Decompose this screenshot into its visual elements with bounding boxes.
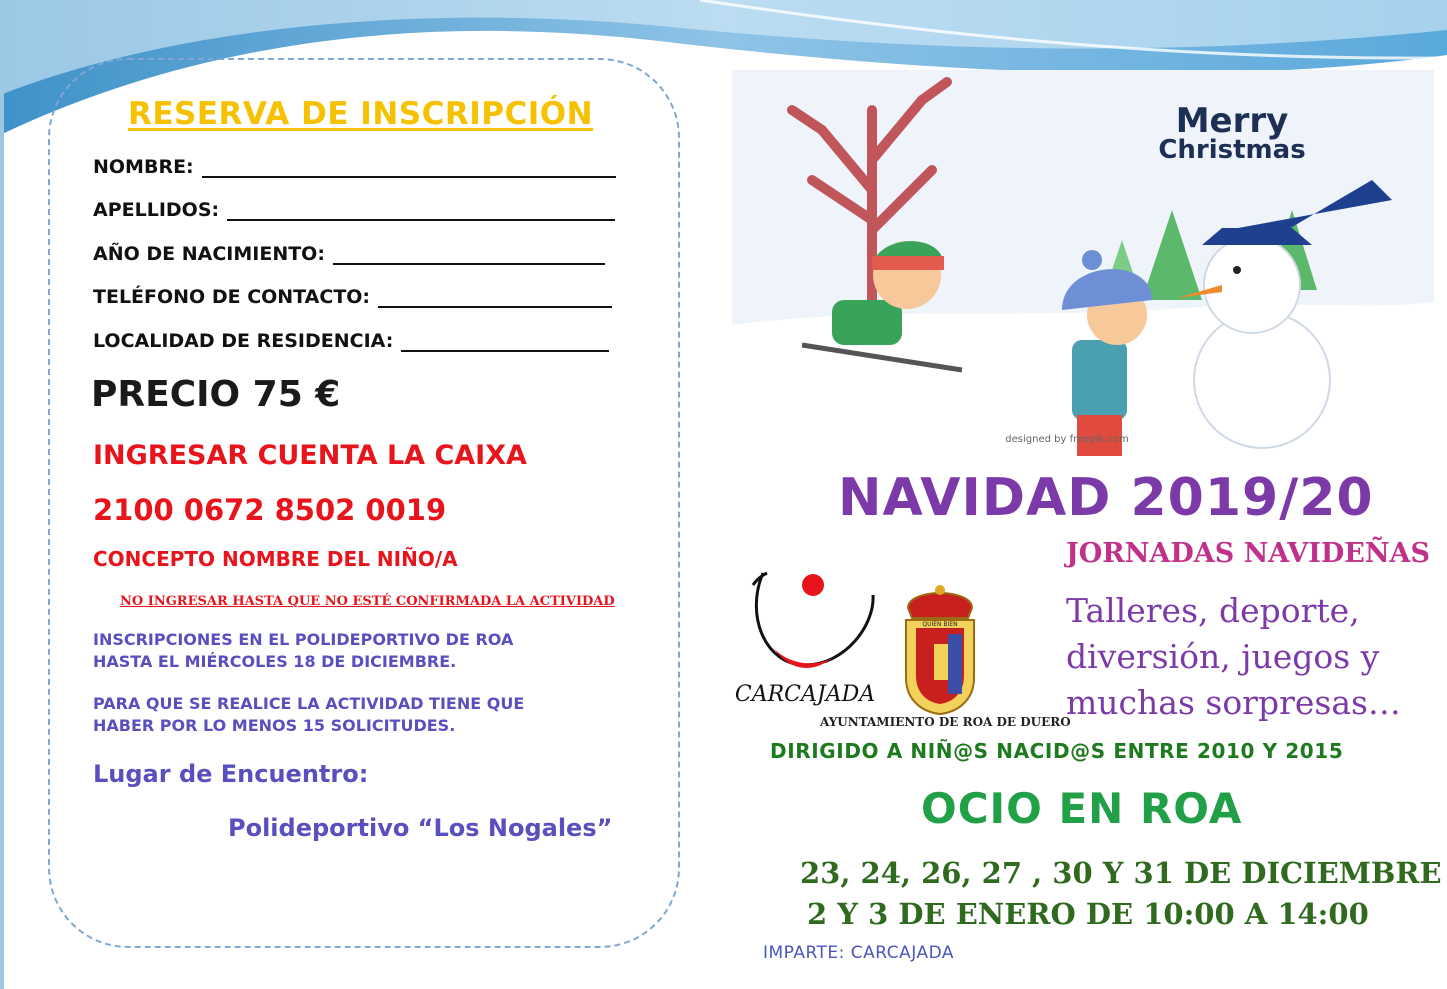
minimum-line: HABER POR LO MENOS 15 SOLICITUDES. [93,716,456,735]
roa-shield-icon [898,578,982,716]
activity-line: diversión, juegos y [1066,637,1380,676]
christmas-illustration [732,70,1434,456]
council-name: AYUNTAMIENTO DE ROA DE DUERO [820,715,1071,729]
activity-line: muchas sorpresas… [1066,683,1401,722]
write-line[interactable] [378,288,612,308]
activity-line: Talleres, deporte, [1066,591,1360,630]
field-label: TELÉFONO DE CONTACTO: [93,286,371,308]
audience: DIRIGIDO A NIÑ@S NACID@S ENTRE 2010 Y 2015 [770,739,1344,763]
bank-line: INGRESAR CUENTA LA CAIXA [93,440,527,471]
minimum-line: PARA QUE SE REALICE LA ACTIVIDAD TIENE QUE [93,694,525,713]
shield-motto: QUIEN BIEN [922,621,958,628]
left-edge-strip [0,0,4,989]
field-label: AÑO DE NACIMIENTO: [93,243,325,265]
field-apellidos [93,199,615,221]
account-number: 2100 0672 8502 0019 [93,493,447,527]
field-localidad [93,330,609,352]
activities-list [1066,588,1401,726]
payment-notice: NO INGRESAR HASTA QUE NO ESTÉ CONFIRMADA LA ACTIVIDAD [120,594,615,609]
poster-subtitle: JORNADAS NAVIDEÑAS [1066,538,1430,569]
form-title: RESERVA DE INSCRIPCIÓN [128,96,594,132]
write-line[interactable] [202,158,616,178]
poster-title: NAVIDAD 2019/20 [838,468,1374,528]
christmas-text: Christmas [1158,135,1306,165]
meeting-label: Lugar de Encuentro: [93,760,369,788]
field-label: LOCALIDAD DE RESIDENCIA: [93,330,394,352]
inscriptions-line: HASTA EL MIÉRCOLES 18 DE DICIEMBRE. [93,652,457,671]
field-nombre [93,156,616,178]
inscriptions-info [93,629,513,673]
freepik-credit: designed by freepik.com [1005,434,1129,445]
carcajada-logo-text: CARCAJADA [735,682,876,707]
instructor: IMPARTE: CARCAJADA [763,943,955,963]
write-line[interactable] [227,201,615,221]
payment-concept: CONCEPTO NOMBRE DEL NIÑO/A [93,547,458,571]
price: PRECIO 75 € [91,374,341,415]
minimum-info [93,693,524,737]
dates-january: 2 Y 3 DE ENERO DE 10:00 A 14:00 [807,897,1369,931]
write-line[interactable] [333,245,605,265]
inscriptions-line: INSCRIPCIONES EN EL POLIDEPORTIVO DE ROA [93,630,514,649]
write-line[interactable] [401,332,609,352]
field-ano-nacimiento [93,243,605,265]
merry-text: Merry [1175,101,1289,141]
field-label: APELLIDOS: [93,199,220,221]
program-name: OCIO EN ROA [921,784,1243,833]
dates-december: 23, 24, 26, 27 , 30 Y 31 DE DICIEMBRE [800,856,1442,890]
field-telefono [93,286,612,308]
carcajada-logo-icon [735,565,885,715]
field-label: NOMBRE: [93,156,194,178]
meeting-place: Polideportivo “Los Nogales” [228,814,613,842]
